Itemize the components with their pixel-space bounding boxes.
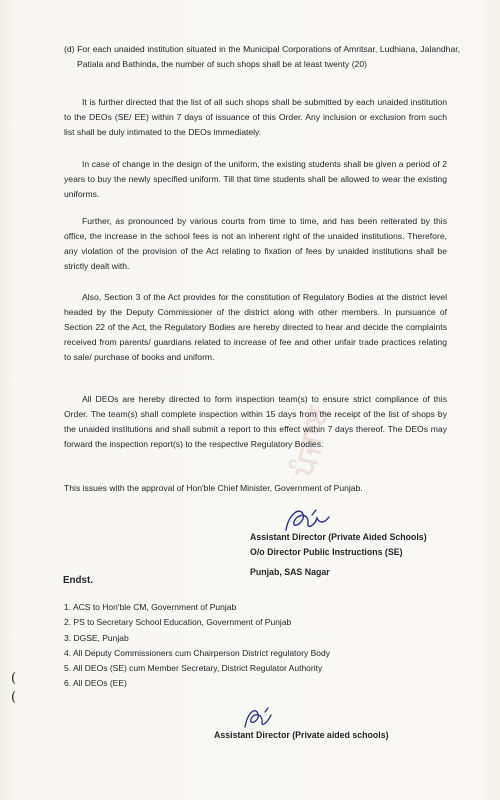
margin-mark: ( [11,690,17,705]
clause-d: (d) For each unaided institution situated in the Municipal Corporations of Amritsar, Ludhiana, Jalandhar, Patiala and Bathinda, the number of such shops shall be at least twenty (20) [64,44,460,69]
paragraph-regulatory-bodies: Also, Section 3 of the Act provides for the constitution of Regulatory Bodies at the district level headed by the Deputy Commissioner of the district along with other members. In pursuance of Section 22 of the Act, the Regulatory Bodies are hereby directed to hear and decide the complaints received from parents/ guardians related to increase of fee and other unfair trade practices relating to sale/ purchase of books and uniform. [64,292,447,362]
watermark: ਪੰਜਾਬ [286,401,336,479]
endst-item: 3. DGSE, Punjab [64,632,129,643]
paragraph-shop-list: It is further directed that the list of all such shops shall be submitted by each unaided institution to the DEOs (SE/ EE) within 7 days of issuance of this Order. Any inclusion or exclusion from such list shall be duly intimated to the DEOs immediately. [64,97,447,137]
signature-block [250,530,460,580]
paragraph-school-fees: Further, as pronounced by various courts from time to time, and has been reiterated by this office, the increase in the school fees is not an inherent right of the unaided institutions. Therefore, any violation of the provision of the Act relating to fixation of fees by unaided institutions shall be strictly dealt with. [64,216,447,271]
endst-item: 2. PS to Secretary School Education, Government of Punjab [64,617,292,628]
endst-list [64,600,434,692]
endst-item: 6. All DEOs (EE) [64,678,127,689]
signatory-location: Punjab, SAS Nagar [250,567,330,577]
endst-item: 5. All DEOs (SE) cum Member Secretary, District Regulator Authority [64,663,323,674]
paragraph-uniform-change: In case of change in the design of the uniform, the existing students shall be given a period of 2 years to buy the newly specified uniform. Till that time students shall be allowed to wear the existing uniforms. [64,159,447,199]
endst-item: 4. All Deputy Commissioners cum Chairperson District regulatory Body [64,647,330,658]
paragraph-approval: This issues with the approval of Hon'ble Chief Minister, Government of Punjab. [64,483,363,493]
endst-heading: Endst. [63,575,93,586]
margin-mark: ( [11,671,17,686]
signatory-office: O/o Director Public Instructions (SE) [250,547,403,557]
footer-signature-designation: Assistant Director (Private aided schools) [214,730,389,740]
signatory-designation: Assistant Director (Private Aided Schools) [250,532,427,542]
paragraph-inspection-teams: All DEOs are hereby directed to form inspection team(s) to ensure strict compliance of this Order. The team(s) shall complete inspection within 15 days from the receipt of the list of shops by the unaided institutions and shall submit a report to this effect within 7 days thereof. The DEOs may forward the inspection report(s) to the respective Regulatory Bodies. [64,394,447,449]
endst-item: 1. ACS to Hon'ble CM, Government of Punjab [64,602,237,612]
